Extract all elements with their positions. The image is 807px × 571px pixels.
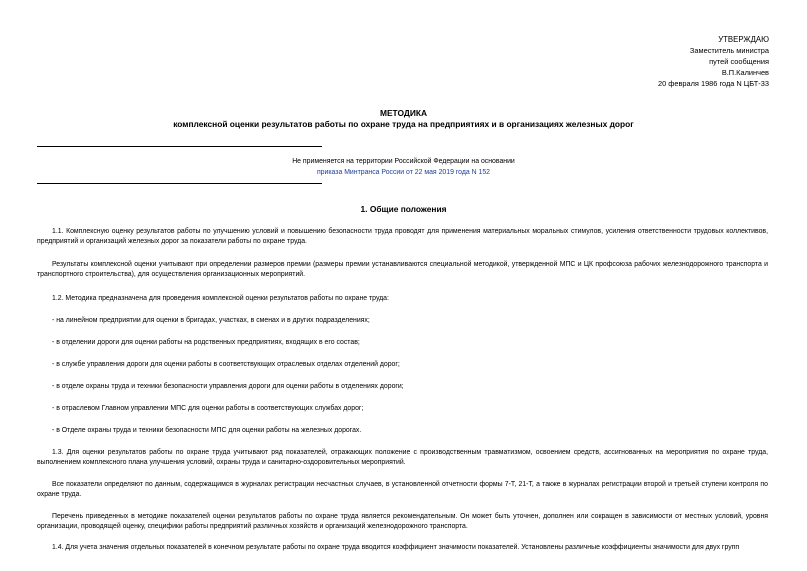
document-subtitle: комплексной оценки результатов работы по охране труда на предприятиях и в организациях железных дорог <box>173 119 634 129</box>
paragraph: 1.4. Для учета значения отдельных показателей в конечном результате работы по охране труда вводится коэффициент значимости показателей. Установлены различные коэффициенты значимости для двух групп <box>52 544 740 551</box>
document-title-block <box>0 108 807 130</box>
notice-link[interactable]: приказа Минтранса России от 22 мая 2019 года N 152 <box>316 169 491 176</box>
list-item: - в отделении дороги для оценки работы на родственных предприятиях, входящих в его состав; <box>52 339 360 346</box>
paragraph: 1.2. Методика предназначена для проведения комплексной оценки результатов работы по охране труда: <box>52 295 389 302</box>
approval-title: УТВЕРЖДАЮ <box>718 35 769 44</box>
paragraph: Результаты комплексной оценки учитывают при определении размеров премии (размеры премии устанавливаются специальной методикой, утвержденной МПС и ЦК профсоюза рабочих железнодорожного транспорта и транспортного строительства), для осуществления организационных мероприятий. <box>37 261 768 278</box>
paragraph: 1.3. Для оценки результатов работы по охране труда учитывают ряд показателей, отражающих положение с производственным травматизмом, освоением средств, ассигнованных на мероприятия по охране труда, выполнением комплексного плана улучшения условий, охраны труда и санитарно-оздоровительных мероприятий. <box>37 449 768 466</box>
section-title: 1. Общие положения <box>360 204 447 214</box>
section-body <box>37 227 768 553</box>
notice-block <box>0 156 807 178</box>
approval-position-line2: путей сообщения <box>709 57 769 67</box>
approval-block <box>509 34 769 89</box>
document-title: МЕТОДИКА <box>379 108 428 118</box>
paragraph: Перечень приведенных в методике показателей оценки результатов работы по охране труда является рекомендательным. Он может быть уточнен, дополнен или сокращен в зависимости от местных условий, уровня организации, проводящей оценку, специфики работы предприятий различных хозяйств и организаций железнодорожного транспорта. <box>37 513 768 530</box>
list-item: - в отделе охраны труда и техники безопасности управления дороги для оценки работы в отделениях дороги; <box>52 383 404 390</box>
paragraph: Все показатели определяют по данным, содержащимся в журналах регистрации несчастных случаев, в установленной отчетности формы 7-Т, 21-Т, а также в журналах регистрации второй и третьей ступени контроля по охране труда. <box>37 481 768 498</box>
divider-top <box>37 146 322 147</box>
approval-signatory: В.П.Калинчев <box>721 68 769 78</box>
paragraph: 1.1. Комплексную оценку результатов работы по улучшению условий и повышению безопасности труда проводят для применения материальных моральных стимулов, усиления ответственности трудовых коллективов, предприятий и организаций железных дорог за показатели работы по охране труда. <box>37 228 768 245</box>
list-item: - на линейном предприятии для оценки в бригадах, участках, в сменах и в других подразделениях; <box>52 317 370 324</box>
divider-bottom <box>37 183 322 184</box>
notice-text: Не применяется на территории Российской Федерации на основании <box>292 158 515 165</box>
approval-position-line1: Заместитель министра <box>689 46 769 56</box>
list-item: - в службе управления дороги для оценки работы в соответствующих отраслевых отделах отделений дорог; <box>52 361 400 368</box>
list-item: - в Отделе охраны труда и техники безопасности МПС для оценки работы на железных дорогах. <box>52 427 362 434</box>
approval-date: 20 февраля 1986 года N ЦБТ-33 <box>657 79 769 89</box>
list-item: - в отраслевом Главном управлении МПС для оценки работы в соответствующих службах дорог; <box>52 405 364 412</box>
